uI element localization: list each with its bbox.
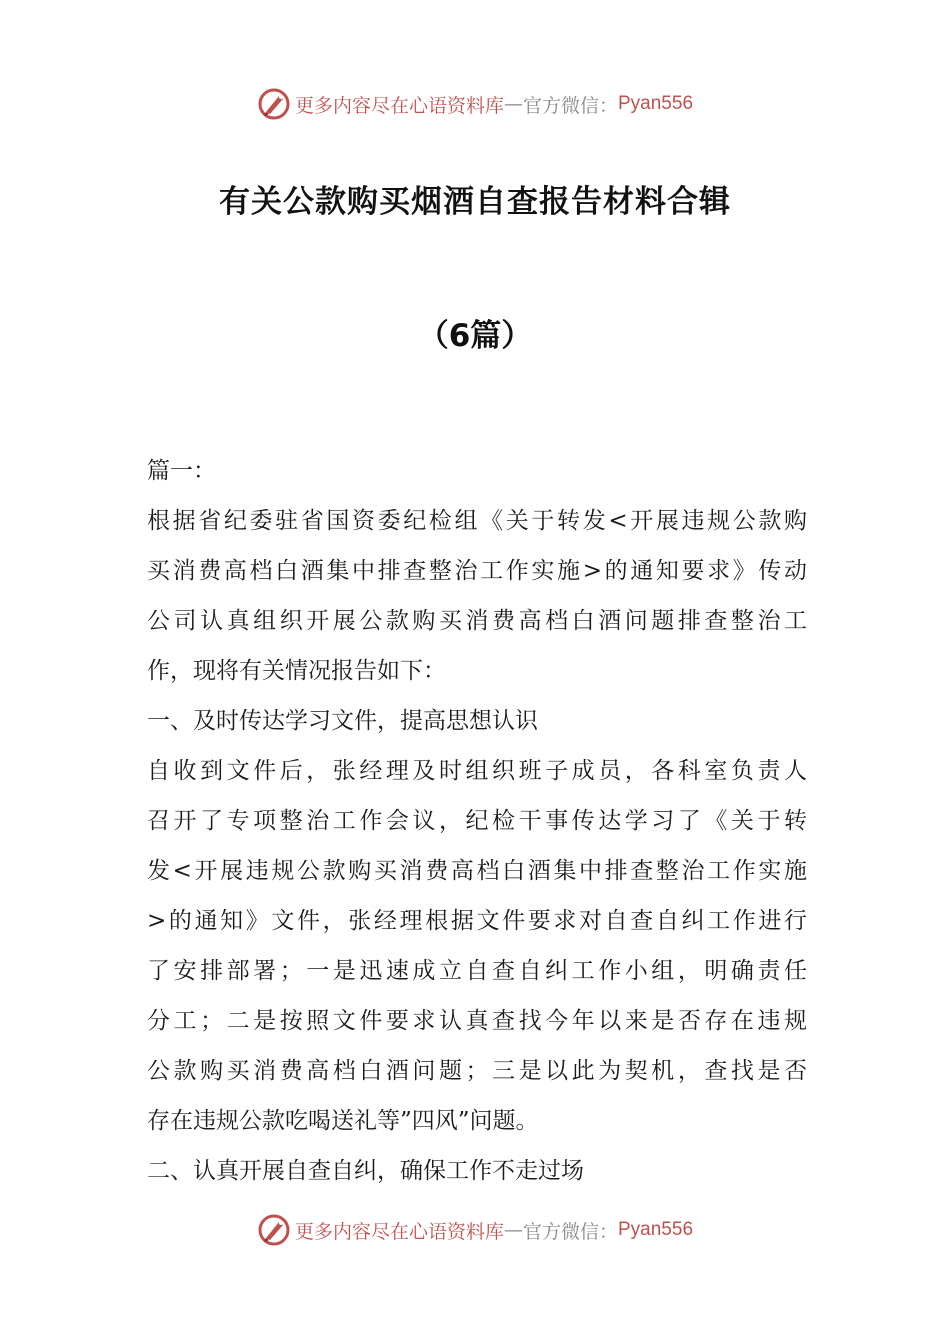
body-line: 根据省纪委驻省国资委纪检组《关于转发<开展违规公款购 — [147, 508, 807, 534]
banner-slogan: 更多内容尽在心语资料库 — [294, 94, 504, 117]
document-subtitle: （6篇） — [417, 318, 533, 354]
body-line: 发<开展违规公款购买消费高档白酒集中排查整治工作实施 — [147, 858, 807, 884]
body-line: 公司认真组织开展公款购买消费高档白酒问题排查整治工 — [147, 608, 807, 634]
banner-official-label: 官方微信： — [522, 94, 618, 117]
banner-separator: — — [503, 1219, 523, 1241]
header-banner — [0, 84, 950, 124]
banner-slogan: 更多内容尽在心语资料库 — [294, 1220, 504, 1243]
banner-separator: — — [503, 93, 523, 115]
body-line: 了安排部署；一是迅速成立自查自纠工作小组，明确责任 — [147, 958, 807, 984]
document-title: 有关公款购买烟酒自查报告材料合辑 — [219, 184, 731, 220]
body-line: 公款购买消费高档白酒问题；三是以此为契机，查找是否 — [147, 1058, 807, 1084]
body-line: 买消费高档白酒集中排查整治工作实施>的通知要求》传动 — [147, 558, 807, 584]
body-line: 篇一： — [147, 458, 216, 484]
pen-logo-icon — [257, 87, 291, 121]
section-heading: 二、认真开展自查自纠，确保工作不走过场 — [147, 1158, 584, 1184]
pen-logo-icon — [257, 1213, 291, 1247]
body-line: 召开了专项整治工作会议，纪检干事传达学习了《关于转 — [147, 808, 807, 834]
body-line: 作，现将有关情况报告如下： — [147, 658, 446, 684]
banner-official-label: 官方微信： — [522, 1220, 618, 1243]
document-body — [147, 446, 807, 1196]
section-heading: 一、及时传达学习文件，提高思想认识 — [147, 708, 538, 734]
body-line: 分工；二是按照文件要求认真查找今年以来是否存在违规 — [147, 1008, 807, 1034]
footer-banner — [0, 1210, 950, 1250]
body-line: >的通知》文件，张经理根据文件要求对自查自纠工作进行 — [147, 908, 807, 934]
body-line: 自收到文件后，张经理及时组织班子成员，各科室负责人 — [147, 758, 807, 784]
body-line: 存在违规公款吃喝送礼等”四风”问题。 — [147, 1108, 539, 1134]
banner-wechat-id: Pyan556 — [618, 1219, 694, 1240]
banner-wechat-id: Pyan556 — [618, 93, 694, 114]
